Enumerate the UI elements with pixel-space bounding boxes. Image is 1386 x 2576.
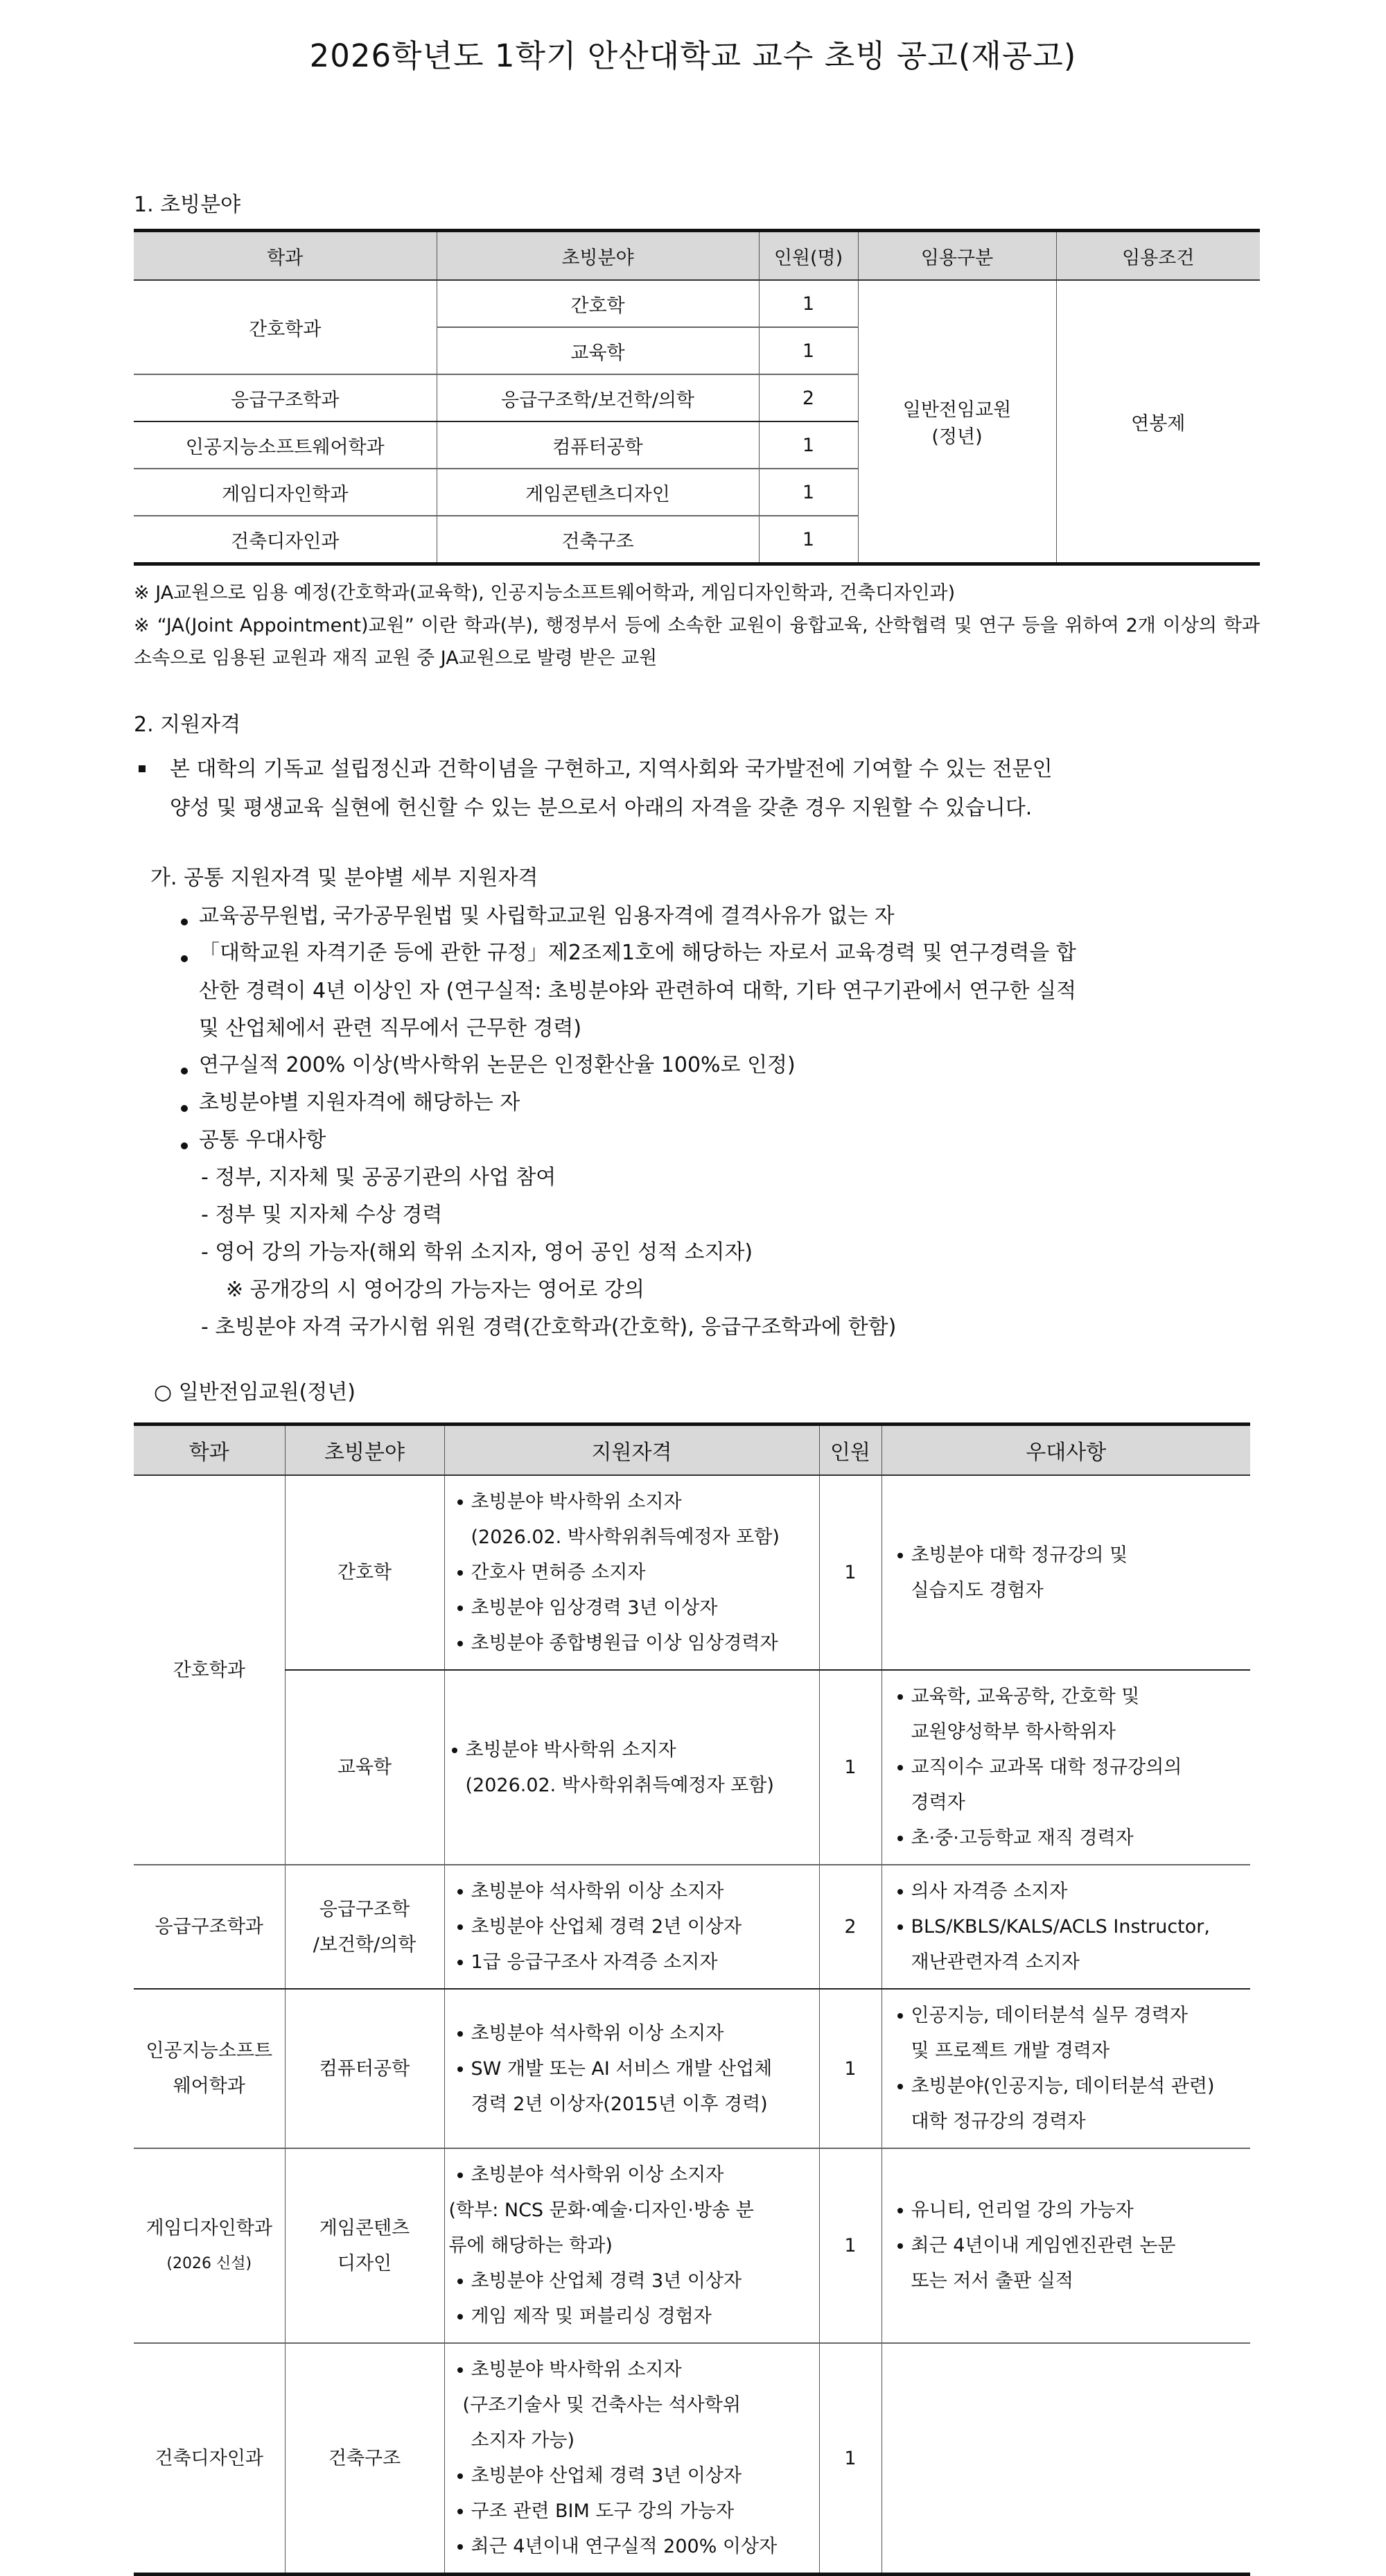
count-cell: 1 bbox=[759, 516, 858, 564]
common-qual-item-cont: 및 산업체에서 관련 직무에서 근무한 경력) bbox=[199, 1016, 582, 1041]
qualification-item-cont: 경력 2년 이상자(2015년 이후 경력) bbox=[471, 2093, 768, 2115]
preference-item-cont: 및 프로젝트 개발 경력자 bbox=[911, 2040, 1110, 2062]
preferences-cell bbox=[881, 1670, 1250, 1865]
dept-cell: 응급구조학과 bbox=[134, 374, 437, 421]
preferences-cell bbox=[881, 1475, 1250, 1670]
preference-item: - 정부 및 지자체 수상 경력 bbox=[201, 1203, 443, 1227]
count-cell: 2 bbox=[819, 1865, 881, 1989]
table-header-row bbox=[134, 1425, 1250, 1476]
column-header: 우대사항 bbox=[881, 1425, 1250, 1476]
preference-item-cont: 경력자 bbox=[911, 1792, 965, 1813]
table-row bbox=[134, 2148, 1250, 2343]
field-cell: 건축구조 bbox=[437, 516, 759, 564]
table-header-row bbox=[134, 231, 1260, 281]
qualifications-cell bbox=[444, 2343, 819, 2575]
column-header: 임용구분 bbox=[858, 231, 1056, 281]
appointment-type-cell bbox=[858, 280, 1056, 564]
preference-item: 초·중·고등학교 재직 경력자 bbox=[895, 1820, 1245, 1856]
qualification-item-cont: (학부: NCS 문화·예술·디자인·방송 분 bbox=[448, 2200, 754, 2221]
qualification-item: 초빙분야 산업체 경력 2년 이상자 bbox=[455, 1909, 815, 1944]
table-row bbox=[134, 1475, 1250, 1670]
preference-item: - 영어 강의 가능자(해외 학위 소지자, 영어 공인 성적 소지자) bbox=[201, 1240, 753, 1264]
preference-item-cont: 재난관련자격 소지자 bbox=[911, 1951, 1080, 1973]
qualification-item-cont: (구조기술사 및 건축사는 석사학위 bbox=[462, 2394, 741, 2416]
qualification-item: 초빙분야 임상경력 3년 이상자 bbox=[455, 1590, 815, 1626]
count-cell: 1 bbox=[759, 280, 858, 327]
field-line: 게임콘텐츠 bbox=[319, 2217, 410, 2239]
common-qual-item: 「대학교원 자격기준 등에 관한 규정」제2조제1호에 해당하는 자로서 교육경력 및 연구경력을 합 bbox=[199, 941, 1076, 965]
dept-line: 인공지능소프트 bbox=[146, 2040, 273, 2062]
qualifications-cell bbox=[444, 1865, 819, 1989]
field-line: /보건학/의학 bbox=[313, 1933, 416, 1956]
dept-new-badge: (2026 신설) bbox=[166, 2254, 252, 2272]
table-row bbox=[134, 1670, 1250, 1865]
field-cell: 간호학 bbox=[285, 1475, 444, 1670]
common-qual-item: 공통 우대사항 bbox=[199, 1128, 326, 1152]
field-cell: 교육학 bbox=[285, 1670, 444, 1865]
field-cell bbox=[285, 1865, 444, 1989]
qualification-item-cont: (2026.02. 박사학위취득예정자 포함) bbox=[465, 1774, 774, 1796]
subsection-heading-common: 가. 공통 지원자격 및 분야별 세부 지원자격 bbox=[150, 866, 538, 890]
bullet-dot-icon bbox=[181, 1105, 188, 1112]
preference-note: ※ 공개강의 시 영어강의 가능자는 영어로 강의 bbox=[226, 1278, 644, 1302]
field-cell: 게임콘텐츠디자인 bbox=[437, 469, 759, 516]
qualifications-cell bbox=[444, 1989, 819, 2148]
qualification-item: SW 개발 또는 AI 서비스 개발 산업체 bbox=[455, 2051, 815, 2087]
count-cell: 2 bbox=[759, 374, 858, 421]
intro-line-1: 본 대학의 기독교 설립정신과 건학이념을 구현하고, 지역사회와 국가발전에 기여할 수 있는 전문인 bbox=[170, 757, 1053, 781]
field-line: 응급구조학 bbox=[319, 1898, 410, 1920]
bullet-dot-icon bbox=[181, 919, 188, 925]
count-cell: 1 bbox=[819, 1475, 881, 1670]
count-cell: 1 bbox=[759, 327, 858, 374]
preference-item: 최근 4년이내 게임엔진관련 논문 bbox=[895, 2228, 1245, 2263]
preference-item-cont: 교원양성학부 학사학위자 bbox=[911, 1721, 1116, 1743]
preference-item: 초빙분야(인공지능, 데이터분석 관련) bbox=[895, 2069, 1245, 2104]
page-title: 2026학년도 1학기 안산대학교 교수 초빙 공고(재공고) bbox=[309, 37, 1077, 74]
preference-item: - 초빙분야 자격 국가시험 위원 경력(간호학과(간호학), 응급구조학과에 한함) bbox=[201, 1315, 897, 1339]
column-header: 임용조건 bbox=[1056, 231, 1260, 281]
qualification-item: 1급 응급구조사 자격증 소지자 bbox=[455, 1944, 815, 1980]
dept-cell: 인공지능소프트웨어학과 bbox=[134, 421, 437, 469]
field-cell: 응급구조학/보건학/의학 bbox=[437, 374, 759, 421]
preferences-cell bbox=[881, 1989, 1250, 2148]
preference-item: 인공지능, 데이터분석 실무 경력자 bbox=[895, 1998, 1245, 2033]
field-cell: 컴퓨터공학 bbox=[437, 421, 759, 469]
preference-item: 초빙분야 대학 정규강의 및 bbox=[895, 1538, 1245, 1573]
table-row bbox=[134, 280, 1260, 327]
field-cell: 교육학 bbox=[437, 327, 759, 374]
table-row bbox=[134, 2343, 1250, 2575]
bullet-dot-icon bbox=[181, 1142, 188, 1149]
qualification-item: 최근 4년이내 연구실적 200% 이상자 bbox=[455, 2529, 815, 2564]
qualification-item: 구조 관련 BIM 도구 강의 가능자 bbox=[455, 2494, 815, 2529]
preferences-cell-empty bbox=[881, 2343, 1250, 2575]
qualification-item: 초빙분야 박사학위 소지자 bbox=[449, 1732, 815, 1768]
column-header: 초빙분야 bbox=[437, 231, 759, 281]
appointment-condition-cell: 연봉제 bbox=[1056, 280, 1260, 564]
common-qual-item: 연구실적 200% 이상(박사학위 논문은 인정환산율 100%로 인정) bbox=[199, 1053, 796, 1077]
appointment-type-line2: (정년) bbox=[931, 426, 983, 448]
preference-item-cont: 대학 정규강의 경력자 bbox=[911, 2111, 1086, 2132]
table-row bbox=[134, 1865, 1250, 1989]
recruitment-fields-table bbox=[134, 229, 1260, 566]
field-cell: 건축구조 bbox=[285, 2343, 444, 2575]
preference-item: 유니티, 언리얼 강의 가능자 bbox=[895, 2193, 1245, 2228]
appointment-type-line1: 일반전임교원 bbox=[902, 399, 1012, 421]
qualifications-cell bbox=[444, 1475, 819, 1670]
column-header: 학과 bbox=[134, 1425, 285, 1476]
field-line: 디자인 bbox=[337, 2252, 392, 2274]
qualification-item: 초빙분야 종합병원급 이상 임상경력자 bbox=[455, 1626, 815, 1661]
qualification-item: 초빙분야 박사학위 소지자 bbox=[455, 2352, 815, 2387]
preference-item-cont: 또는 저서 출판 실적 bbox=[911, 2270, 1073, 2292]
qualification-item: 초빙분야 석사학위 이상 소지자 bbox=[455, 2157, 815, 2193]
ja-note-2: ※ “JA(Joint Appointment)교원” 이란 학과(부), 행정부서 등에 소속한 교원이 융합교육, 산학협력 및 연구 등을 위하여 2개 이상의 학과 소속으로 임용된 교원과 재직 교원 중 JA교원으로 발령 받은 교원 bbox=[134, 615, 1260, 669]
section-heading-qualifications: 2. 지원자격 bbox=[134, 713, 241, 737]
column-header: 학과 bbox=[134, 231, 437, 281]
field-cell bbox=[285, 2148, 444, 2343]
count-cell: 1 bbox=[819, 1989, 881, 2148]
dept-cell bbox=[134, 2148, 285, 2343]
qualification-item: 초빙분야 박사학위 소지자 bbox=[455, 1484, 815, 1520]
qualifications-cell bbox=[444, 1670, 819, 1865]
dept-cell: 간호학과 bbox=[134, 1475, 285, 1865]
dept-cell: 간호학과 bbox=[134, 280, 437, 374]
qualification-item-cont: 소지자 가능) bbox=[471, 2430, 575, 2451]
table-row bbox=[134, 1989, 1250, 2148]
intro-line-2: 양성 및 평생교육 실현에 헌신할 수 있는 분으로서 아래의 자격을 갖춘 경우 지원할 수 있습니다. bbox=[170, 796, 1033, 820]
column-header: 인원 bbox=[819, 1425, 881, 1476]
dept-cell bbox=[134, 1989, 285, 2148]
section-heading-recruitment-fields: 1. 초빙분야 bbox=[134, 193, 241, 217]
qualification-item: 간호사 면허증 소지자 bbox=[455, 1555, 815, 1590]
qualification-item: 초빙분야 석사학위 이상 소지자 bbox=[455, 1874, 815, 1909]
bullet-dot-icon bbox=[181, 1068, 188, 1074]
preference-item: 교육학, 교육공학, 간호학 및 bbox=[895, 1679, 1245, 1714]
field-cell: 컴퓨터공학 bbox=[285, 1989, 444, 2148]
preferences-cell bbox=[881, 2148, 1250, 2343]
preference-item: 의사 자격증 소지자 bbox=[895, 1874, 1245, 1909]
dept-cell: 건축디자인과 bbox=[134, 2343, 285, 2575]
count-cell: 1 bbox=[819, 1670, 881, 1865]
qualifications-cell bbox=[444, 2148, 819, 2343]
qualification-item: 초빙분야 석사학위 이상 소지자 bbox=[455, 2016, 815, 2051]
preference-item: BLS/KBLS/KALS/ACLS Instructor, bbox=[895, 1909, 1245, 1944]
common-qual-item-cont: 산한 경력이 4년 이상인 자 (연구실적: 초빙분야와 관련하여 대학, 기타 연구기관에서 연구한 실적 bbox=[199, 979, 1077, 1003]
dept-cell: 건축디자인과 bbox=[134, 516, 437, 564]
count-cell: 1 bbox=[759, 421, 858, 469]
qualification-item-cont: (2026.02. 박사학위취득예정자 포함) bbox=[471, 1526, 780, 1548]
preference-item: 교직이수 교과목 대학 정규강의의 bbox=[895, 1750, 1245, 1785]
preferences-cell bbox=[881, 1865, 1250, 1989]
qualification-item: 게임 제작 및 퍼블리싱 경험자 bbox=[455, 2299, 815, 2334]
dept-line: 웨어학과 bbox=[173, 2075, 245, 2097]
common-qual-item: 초빙분야별 지원자격에 해당하는 자 bbox=[199, 1090, 520, 1115]
column-header: 인원(명) bbox=[759, 231, 858, 281]
ja-note-1: ※ JA교원으로 임용 예정(간호학과(교육학), 인공지능소프트웨어학과, 게임디자인학과, 건축디자인과) bbox=[134, 582, 956, 604]
preference-item: - 정부, 지자체 및 공공기관의 사업 참여 bbox=[201, 1165, 556, 1190]
column-header: 지원자격 bbox=[444, 1425, 819, 1476]
count-cell: 1 bbox=[819, 2343, 881, 2575]
column-header: 초빙분야 bbox=[285, 1425, 444, 1476]
qualification-item-cont: 류에 해당하는 학과) bbox=[448, 2235, 613, 2256]
preference-item-cont: 실습지도 경험자 bbox=[911, 1579, 1044, 1601]
qualification-item: 초빙분야 산업체 경력 3년 이상자 bbox=[455, 2458, 815, 2494]
square-bullet-icon bbox=[139, 765, 146, 772]
common-qual-item: 교육공무원법, 국가공무원법 및 사립학교교원 임용자격에 결격사유가 없는 자 bbox=[199, 904, 895, 928]
qualifications-table bbox=[134, 1422, 1250, 2576]
dept-cell: 응급구조학과 bbox=[134, 1865, 285, 1989]
count-cell: 1 bbox=[819, 2148, 881, 2343]
dept-cell: 게임디자인학과 bbox=[134, 469, 437, 516]
count-cell: 1 bbox=[759, 469, 858, 516]
general-faculty-heading: ○ 일반전임교원(정년) bbox=[154, 1380, 356, 1404]
field-cell: 간호학 bbox=[437, 280, 759, 327]
dept-line: 게임디자인학과 bbox=[146, 2217, 273, 2239]
bullet-dot-icon bbox=[181, 955, 188, 962]
qualification-item: 초빙분야 산업체 경력 3년 이상자 bbox=[455, 2263, 815, 2299]
